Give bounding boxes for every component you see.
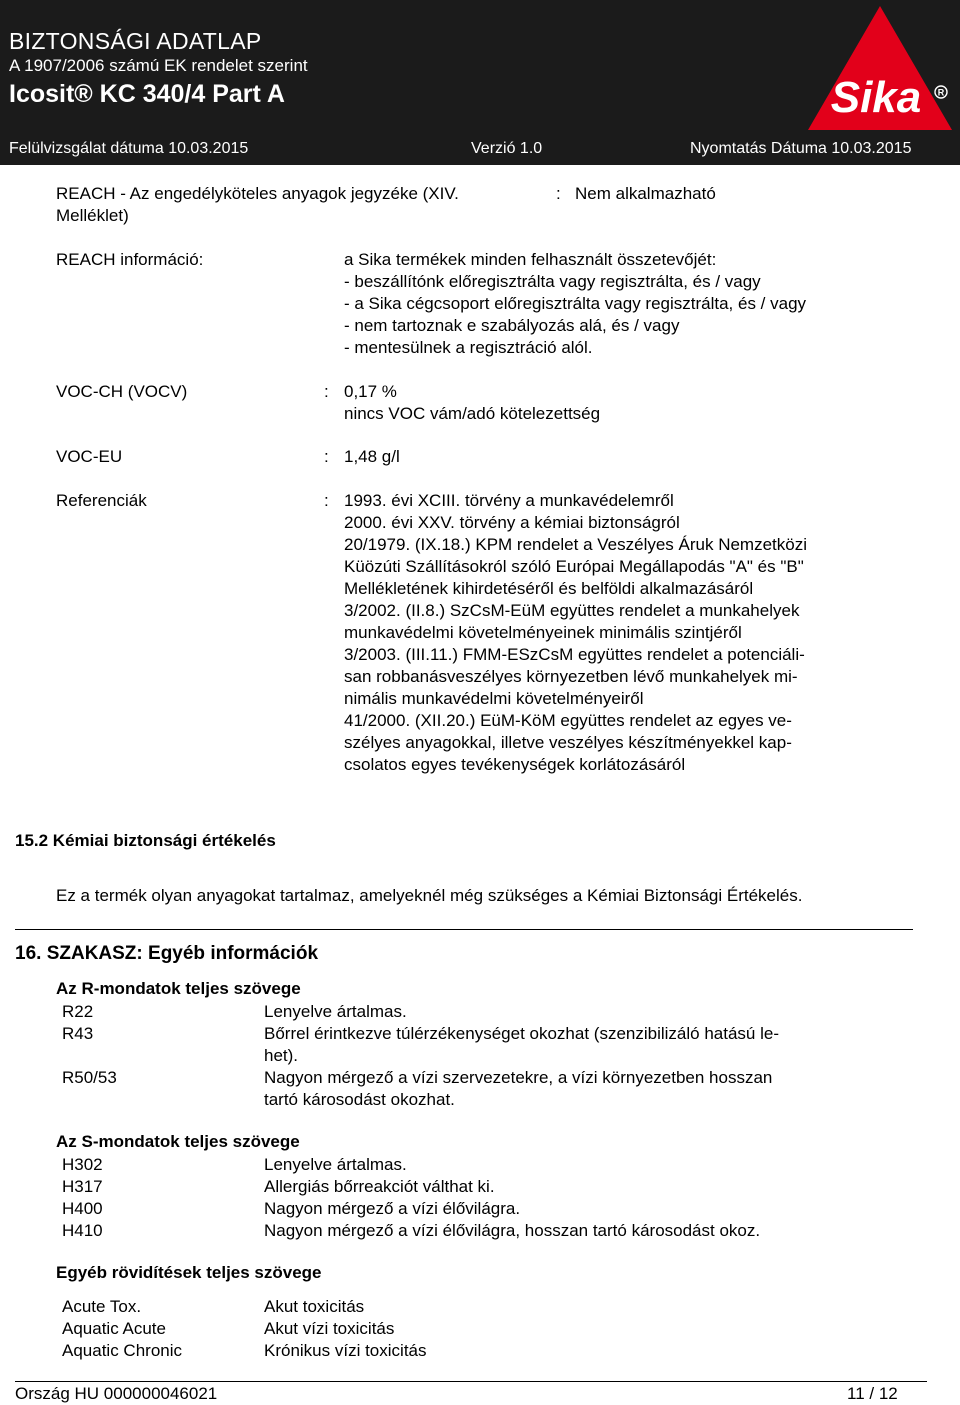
r-phrase-text: tartó károsodást okozhat. [264,1090,455,1109]
reach-info-label: REACH információ: [56,250,204,269]
document-type: BIZTONSÁGI ADATLAP [9,28,262,54]
r-phrase-code: R50/53 [62,1068,117,1087]
voc-ch-note: nincs VOC vám/adó kötelezettség [344,404,601,423]
reference-line: 20/1979. (IX.18.) KPM rendelet a Veszélyes Áruk Nemzetközi [344,535,808,554]
document-header [0,0,960,165]
r-phrase-text: het). [264,1046,299,1065]
s-phrase-code: H400 [62,1199,103,1218]
reference-line: szélyes anyagokkal, illetve veszélyes készítményekkel kap- [344,733,792,752]
s-phrase-code: H317 [62,1177,103,1196]
print-date: Nyomtatás Dátuma 10.03.2015 [690,140,912,157]
logo-text: Sika [830,73,922,122]
abbreviation-text: Akut toxicitás [264,1297,365,1316]
footer-country: Ország HU 000000046021 [15,1384,218,1403]
reference-line: munkavédelmi követelményeinek minimális szintjéről [344,623,742,642]
reach-info-line: - mentesülnek a regisztráció alól. [344,338,593,357]
s-phrase-code: H302 [62,1155,103,1174]
product-name: Icosit® KC 340/4 Part A [9,80,285,108]
reference-line: nimális munkavédelmi követelményeiről [344,689,644,708]
footer-page-number: 11 / 12 [847,1384,898,1403]
abbreviation-code: Acute Tox. [62,1297,142,1316]
reach-info-line: a Sika termékek minden felhasznált összetevőjét: [344,250,717,269]
footer-divider [15,1381,927,1382]
reference-line: 41/2000. (XII.20.) EüM-KöM együttes rendelet az egyes ve- [344,711,792,730]
reference-line: 1993. évi XCIII. törvény a munkavédelemről [344,491,674,510]
r-phrases-heading: Az R-mondatok teljes szövege [56,979,301,998]
reference-line: 3/2002. (II.8.) SzCsM-EüM együttes rendelet a munkahelyek [344,601,800,620]
reach-info-line: - beszállítónk előregisztrálta vagy regisztrálta, és / vagy [344,272,761,291]
voc-ch-label: VOC-CH (VOCV) [56,382,188,401]
reach-annex-value: Nem alkalmazható [575,184,716,203]
voc-eu-value: 1,48 g/l [344,447,400,466]
references-colon: : [324,491,329,510]
reach-annex-label-1: REACH - Az engedélyköteles anyagok jegyzéke (XIV. [56,184,459,203]
r-phrase-code: R22 [62,1002,94,1021]
reach-annex-label-2: Melléklet) [56,206,129,225]
reference-line: Küözúti Szállításokról szóló Európai Megállapodás "A" és "B" [344,557,804,576]
section-divider [15,929,913,930]
s-phrase-text: Lenyelve ártalmas. [264,1155,407,1174]
s-phrase-text: Allergiás bőrreakciót válthat ki. [264,1177,495,1196]
regulation-line: A 1907/2006 számú EK rendelet szerint [9,56,308,75]
abbreviation-text: Akut vízi toxicitás [264,1319,395,1338]
revision-date: Felülvizsgálat dátuma 10.03.2015 [9,140,249,157]
section-15-2-title: 15.2 Kémiai biztonsági értékelés [15,831,276,850]
references-label: Referenciák [56,491,147,510]
s-phrase-text: Nagyon mérgező a vízi élővilágra, hosszan tartó károsodást okoz. [264,1221,761,1240]
sika-logo [806,4,954,132]
abbreviation-text: Krónikus vízi toxicitás [264,1341,427,1360]
abbreviations-heading: Egyéb rövidítések teljes szövege [56,1263,322,1282]
reference-line: Mellékletének kihirdetéséről és belföldi alkalmazásáról [344,579,754,598]
s-phrases-heading: Az S-mondatok teljes szövege [56,1132,300,1151]
reference-line: san robbanásveszélyes környezetben lévő munkahelyek mi- [344,667,798,686]
reach-annex-colon: : [556,184,561,203]
section-15-2-text: Ez a termék olyan anyagokat tartalmaz, amelyeknél még szükséges a Kémiai Biztonsági Értékelés. [56,886,803,905]
r-phrase-text: Nagyon mérgező a vízi szervezetekre, a vízi környezetben hosszan [264,1068,773,1087]
voc-eu-label: VOC-EU [56,447,123,466]
abbreviation-code: Aquatic Acute [62,1319,166,1338]
s-phrase-text: Nagyon mérgező a vízi élővilágra. [264,1199,521,1218]
reach-info-line: - nem tartoznak e szabályozás alá, és / vagy [344,316,680,335]
s-phrase-code: H410 [62,1221,103,1240]
svg-text:R: R [937,87,945,98]
r-phrase-code: R43 [62,1024,94,1043]
reach-info-line: - a Sika cégcsoport előregisztrálta vagy regisztrálta, és / vagy [344,294,807,313]
reference-line: csolatos egyes tevékenységek korlátozásáról [344,755,686,774]
voc-eu-colon: : [324,447,329,466]
r-phrase-text: Bőrrel érintkezve túlérzékenységet okozhat (szenzibilizáló hatású le- [264,1024,779,1043]
reference-line: 2000. évi XXV. törvény a kémiai biztonságról [344,513,680,532]
voc-ch-value: 0,17 % [344,382,397,401]
voc-ch-colon: : [324,382,329,401]
r-phrase-text: Lenyelve ártalmas. [264,1002,407,1021]
abbreviation-code: Aquatic Chronic [62,1341,183,1360]
reference-line: 3/2003. (III.11.) FMM-ESzCsM együttes rendelet a potenciáli- [344,645,805,664]
version-label: Verzió 1.0 [471,140,543,157]
section-16-title: 16. SZAKASZ: Egyéb információk [15,943,319,964]
